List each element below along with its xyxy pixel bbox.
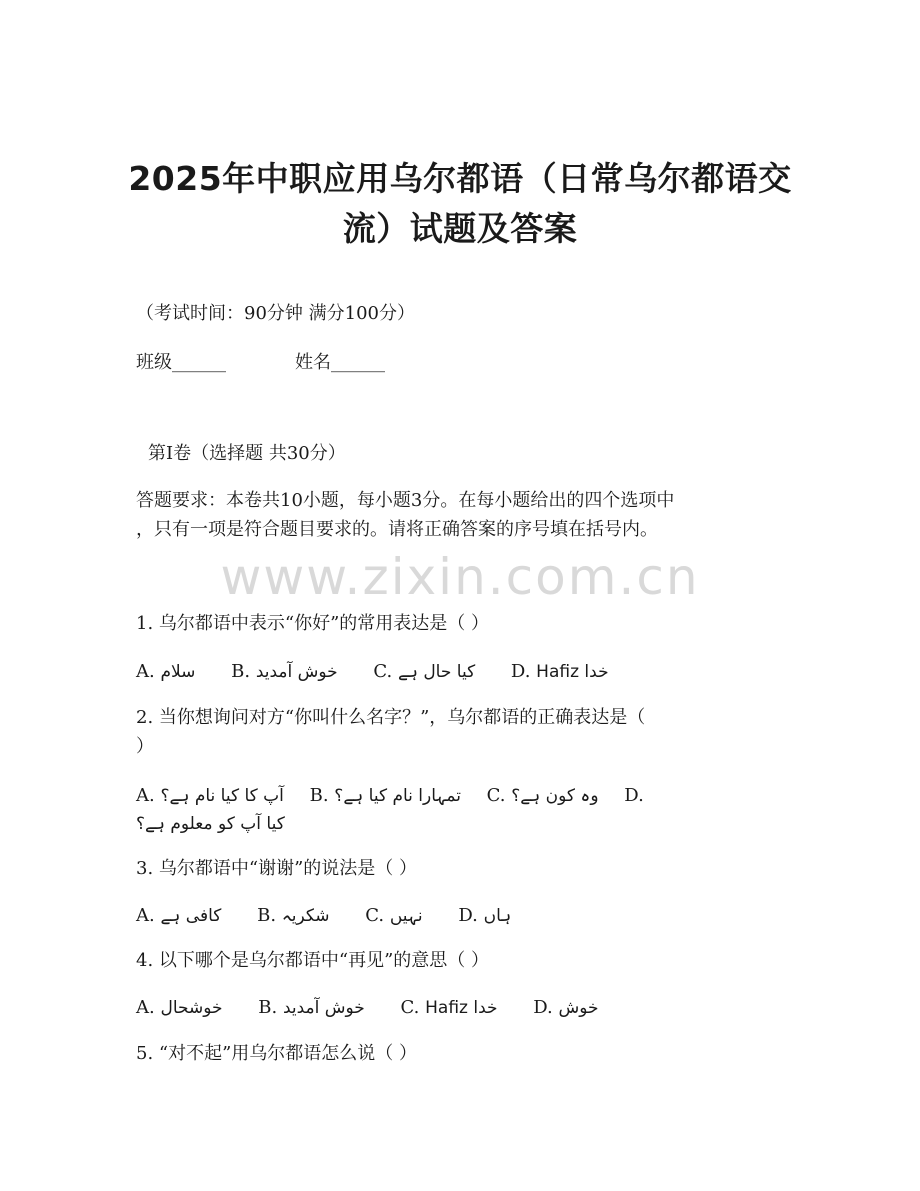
option-letter: A. [136, 661, 155, 682]
watermark: www.zixin.com.cn [220, 548, 700, 606]
class-field-label: 班级______ [136, 352, 226, 373]
exam-info: （考试时间：90分钟 满分100分） [136, 303, 415, 324]
question-2-stem-line-1: 2. 当你想询问对方“你叫什么名字？”，乌尔都语的正确表达是（ [136, 707, 646, 728]
option-text: تمہارا نام کیا ہے؟ [334, 786, 461, 806]
option-letter: A. [136, 905, 155, 926]
option-letter: C. [365, 905, 385, 926]
option-letter: C. [400, 997, 420, 1018]
question-2-stem-line-2: ） [136, 736, 154, 757]
name-field-label: 姓名______ [295, 352, 385, 373]
option-text: آپ کا کیا نام ہے؟ [160, 786, 284, 806]
instructions-line-1: 答题要求：本卷共10小题，每小题3分。在每小题给出的四个选项中 [136, 490, 675, 511]
option-text: خوش آمدید [255, 662, 338, 682]
option-letter: B. [231, 661, 251, 682]
option-letter: B. [258, 997, 278, 1018]
option-text: شکریہ [281, 906, 330, 926]
option-text: کیا حال ہے [398, 662, 476, 682]
document-title-line-1: 2025年中职应用乌尔都语（日常乌尔都语交 [128, 159, 792, 198]
question-4-stem: 4. 以下哪个是乌尔都语中“再见”的意思（ ） [136, 950, 490, 971]
option-letter: A. [136, 785, 155, 806]
option-letter: B. [257, 905, 277, 926]
option-letter: D. [458, 905, 478, 926]
option-text: کیا آپ کو معلوم ہے؟ [136, 814, 285, 834]
question-5-stem: 5. “对不起”用乌尔都语怎么说（ ） [136, 1043, 418, 1064]
question-3-stem: 3. 乌尔都语中“谢谢”的说法是（ ） [136, 858, 418, 879]
option-letter: D. [624, 785, 644, 806]
question-2-options-row-1 [136, 784, 786, 808]
option-text: خوش [558, 998, 599, 1018]
option-letter: D. [533, 997, 553, 1018]
option-text: خوش آمدید [282, 998, 365, 1018]
option-text: سلام [160, 662, 196, 682]
option-text: نہیں [389, 906, 423, 926]
option-text: خدا Hafiz [536, 662, 609, 682]
question-1-options [136, 660, 786, 684]
option-letter: B. [309, 785, 329, 806]
option-letter: D. [510, 661, 531, 682]
option-text: خدا Hafiz [425, 998, 498, 1018]
option-text: ہاں [483, 906, 512, 926]
question-1-stem: 1. 乌尔都语中表示“你好”的常用表达是（ ） [136, 613, 490, 634]
option-text: خوشحال [160, 998, 223, 1018]
document-title-line-2: 流）试题及答案 [342, 209, 578, 248]
option-letter: C. [486, 785, 506, 806]
question-3-options [136, 904, 786, 928]
option-text: کافی ہے [160, 906, 222, 926]
option-text: وہ کون ہے؟ [511, 786, 599, 806]
question-4-options [136, 996, 786, 1020]
instructions-line-2: ，只有一项是符合题目要求的。请将正确答案的序号填在括号内。 [136, 519, 658, 540]
option-letter: A. [136, 997, 155, 1018]
section-title: 第Ⅰ卷（选择题 共30分） [148, 443, 346, 464]
option-letter: C. [373, 661, 393, 682]
question-2-options-row-2 [136, 812, 285, 836]
